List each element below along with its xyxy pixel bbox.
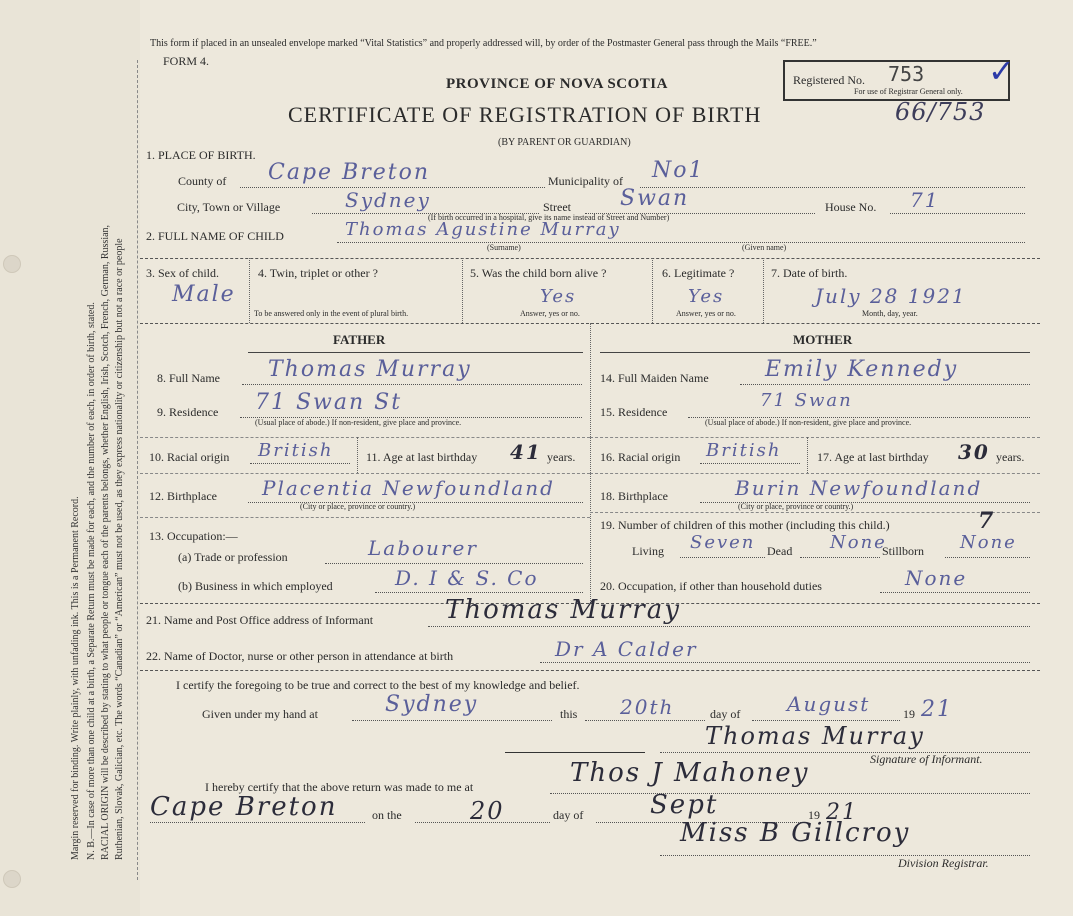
informant-label: 21. Name and Post Office address of Informant [146,613,374,627]
municipality-label: Municipality of [548,174,623,188]
mother-age-label: 17. Age at last birthday [817,450,929,464]
mother-birthplace-note: (City or place, province or country.) [738,502,854,511]
county-value: Cape Breton [268,160,431,185]
child-name-label: 2. FULL NAME OF CHILD [146,229,284,243]
father-age-label: 11. Age at last birthday [366,450,478,464]
registrar-statement: I hereby certify that the above return was made to me at [205,780,474,794]
certificate-subtitle: (BY PARENT OR GUARDIAN) [498,137,631,148]
registrar-day-of-label: day of [553,808,584,822]
father-birthplace-label: 12. Birthplace [149,489,217,503]
doctor-value: Dr A Calder [555,637,698,661]
registrar-signature-value: Miss B Gillcroy [680,818,911,848]
house-number-label: House No. [825,200,877,214]
birth-date-note: Month, day, year. [862,309,918,318]
twin-note: To be answered only in the event of plural birth. [254,309,409,318]
informant-signature-value: Thomas Murray [705,722,925,750]
dead-label: Dead [767,544,793,558]
county-label: County of [178,174,227,188]
binder-hole [3,870,21,888]
this-label: this [560,707,578,721]
father-birthplace-value: Placentia Newfoundland [262,476,555,500]
born-alive-label: 5. Was the child born alive ? [470,266,607,280]
handwritten-reference: 66/753 [895,98,986,126]
certificate-title: CERTIFICATE OF REGISTRATION OF BIRTH [288,102,762,127]
registrar-on-the-label: on the [372,808,402,822]
birth-date-value: July 28 1921 [815,284,967,308]
certify-year-prefix: 19 [903,707,915,721]
given-under-label: Given under my hand at [202,707,318,721]
registered-no-label: Registered No. [793,73,865,87]
surname-note: (Surname) [487,243,521,252]
father-business-label: (b) Business in which employed [178,579,333,593]
father-trade-label: (a) Trade or profession [178,550,288,564]
registrar-place-value: Thos J Mahoney [570,758,810,788]
mother-residence-label: 15. Residence [600,405,668,419]
informant-signature-label: Signature of Informant. [870,752,983,766]
child-name-value: Thomas Agustine Murray [345,219,621,240]
sex-value: Male [172,282,236,307]
given-place-value: Sydney [385,692,479,717]
father-name-label: 8. Full Name [157,371,220,385]
mother-age-value: 30 [958,440,990,464]
dead-value: None [830,532,887,553]
twin-label: 4. Twin, triplet or other ? [258,266,378,280]
mother-age-unit: years. [996,450,1025,464]
registrar-signature-label: Division Registrar. [898,856,989,870]
city-value: Sydney [345,188,431,212]
certify-day-of-label: day of [710,707,741,721]
mother-children-label: 19. Number of children of this mother (including this child.) [600,518,890,532]
living-value: Seven [690,532,756,553]
mother-residence-note: (Usual place of abode.) If non-resident, give place and province. [705,418,912,427]
registered-no-value: 753 [888,62,925,86]
province-heading: PROVINCE OF NOVA SCOTIA [446,76,668,92]
checkmark-icon: ✓ [988,52,1015,90]
certify-day-value: 20th [620,695,675,719]
father-trade-value: Labourer [368,536,478,560]
margin-note-3: RACIAL ORIGIN will be described by stating to what people or tongue each of the parents belongs, whether English, Irish, Scotch, French, German, Russian, [100,224,111,860]
living-label: Living [632,544,664,558]
margin-note-1: Margin reserved for binding. Write plainly, with unfading ink. This is a Permanent Record. [70,496,81,860]
father-occupation-label: 13. Occupation:— [149,529,238,543]
father-racial-value: British [258,440,334,461]
father-heading: FATHER [333,332,386,347]
registrar-year-prefix: 19 [808,808,820,822]
mother-birthplace-value: Burin Newfoundland [735,476,983,500]
birth-date-label: 7. Date of birth. [771,266,848,280]
top-notice: This form if placed in an unsealed envelope marked “Vital Statistics” and properly addressed will, by order of the Postmaster General pass through the Mails “FREE.” [150,38,817,49]
father-name-value: Thomas Murray [268,357,472,382]
informant-value: Thomas Murray [445,595,681,625]
municipality-value: No1 [652,158,705,183]
place-of-birth-heading: 1. PLACE OF BIRTH. [146,148,256,162]
registrar-general-note: For use of Registrar General only. [854,87,963,96]
legitimate-note: Answer, yes or no. [676,309,736,318]
mother-racial-value: British [706,440,782,461]
street-label: Street [543,200,571,214]
stillborn-value: None [960,532,1017,553]
margin-divider [137,60,138,880]
father-age-unit: years. [547,450,576,464]
binder-hole [3,255,21,273]
city-label: City, Town or Village [177,200,281,214]
form-number: FORM 4. [163,54,210,68]
father-residence-value: 71 Swan St [255,390,403,415]
registrar-year-value: 21 [826,800,858,825]
stillborn-label: Stillborn [882,544,925,558]
mother-name-label: 14. Full Maiden Name [600,371,709,385]
margin-note-2: N. B.—In case of more than one child at a birth, a Separate Return must be made for each, and the number of each, in order of birth, stated. [86,302,97,860]
father-age-value: 41 [510,440,542,464]
mother-residence-value: 71 Swan [760,390,853,411]
given-name-note: (Given name) [742,243,787,252]
margin-note-4: Ruthenian, Slovak, Galician, etc. The words “Canadian” or “American” must not be used, as they express nationality or citizenship but not a race or people [114,238,125,860]
certify-year-value: 21 [921,697,953,722]
street-value: Swan [620,186,690,211]
legitimate-label: 6. Legitimate ? [662,266,735,280]
mother-birthplace-label: 18. Birthplace [600,489,668,503]
father-birthplace-note: (City or place, province or country.) [300,502,416,511]
father-residence-label: 9. Residence [157,405,219,419]
doctor-label: 22. Name of Doctor, nurse or other person in attendance at birth [146,649,454,663]
registrar-month-value: Sept [650,790,719,820]
sex-label: 3. Sex of child. [146,266,219,280]
legitimate-value: Yes [688,286,725,307]
mother-racial-label: 16. Racial origin [600,450,681,464]
registrar-county-value: Cape Breton [150,792,338,822]
father-business-value: D. I & S. Co [395,566,539,590]
certify-month-value: August [787,692,871,716]
house-number-value: 71 [910,188,940,212]
mother-heading: MOTHER [793,332,853,347]
certify-statement: I certify the foregoing to be true and correct to the best of my knowledge and belief. [176,678,580,692]
registrar-day-value: 20 [470,797,505,825]
mother-occupation-value: None [905,566,968,590]
father-residence-note: (Usual place of abode.) If non-resident, give place and province. [255,418,462,427]
born-alive-note: Answer, yes or no. [520,309,580,318]
mother-children-value: 7 [978,508,996,534]
father-racial-label: 10. Racial origin [149,450,230,464]
mother-name-value: Emily Kennedy [765,357,959,382]
born-alive-value: Yes [540,286,577,307]
street-note: (If birth occurred in a hospital, give its name instead of Street and Number) [428,213,670,222]
mother-occupation-label: 20. Occupation, if other than household duties [600,579,822,593]
